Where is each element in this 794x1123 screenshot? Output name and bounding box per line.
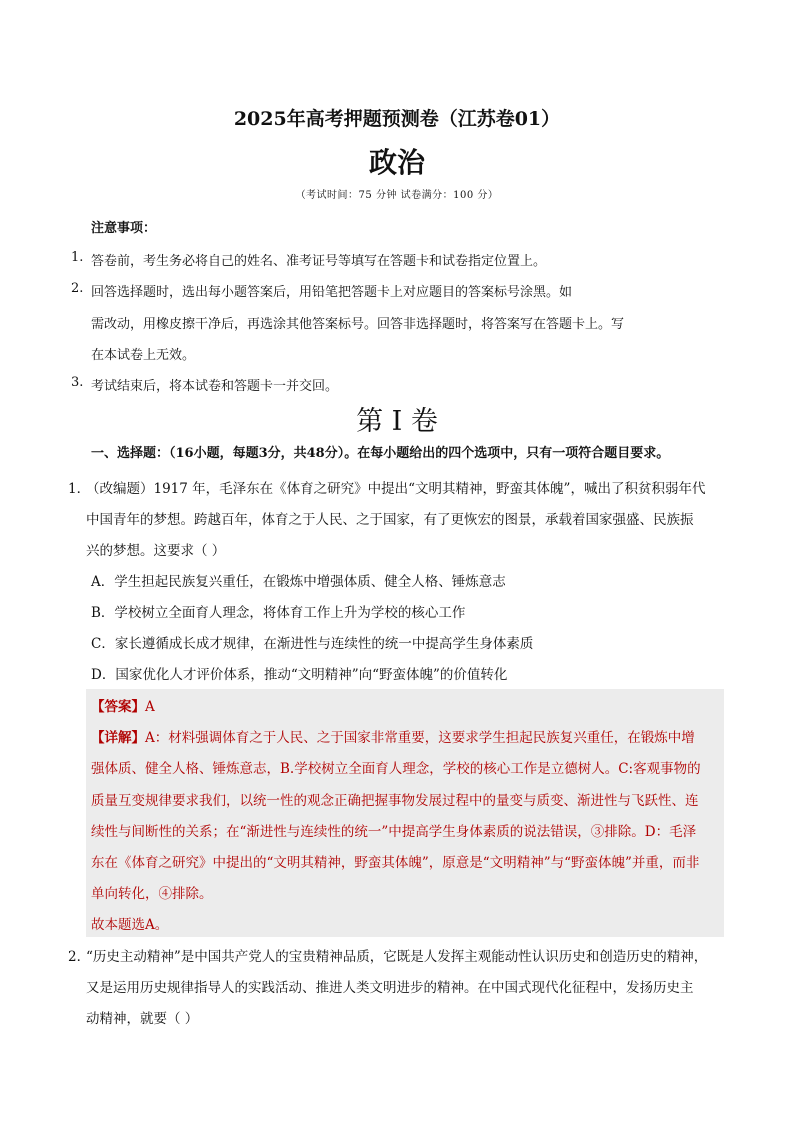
detail-text: A：材料强调体育之于人民、之于国家非常重要，这要求学生担起民族复兴重任，在锻炼中增 <box>145 730 695 746</box>
answer-line <box>91 695 155 715</box>
notice-line: 在本试卷上无效。 <box>91 348 196 363</box>
option-a: A．学生担起民族复兴重任，在锻炼中增强体质、健全人格、锤炼意志 <box>91 574 506 590</box>
question-line: 动精神，就要（ ） <box>86 1011 199 1027</box>
notice-line: 需改动，用橡皮擦干净后，再选涂其他答案标号。回答非选择题时，将答案写在答题卡上。写 <box>91 317 625 332</box>
conclusion-line: 故本题选A。 <box>91 917 169 933</box>
notice-line: 考试结束后，将本试卷和答题卡一并交回。 <box>91 379 339 394</box>
subject-heading: 政治 <box>368 146 425 179</box>
detail-line: 东在《体育之研究》中提出的“文明其精神，野蛮其体魄”，原意是“文明精神”与“野蛮体魄”并重，而非 <box>91 855 700 871</box>
option-d: D．国家优化人才评价体系，推动“文明精神”向“野蛮体魄”的价值转化 <box>91 667 508 683</box>
question-number: 1． <box>68 481 91 497</box>
notice-line: 答卷前，考生务必将自己的姓名、准考证号等填写在答题卡和试卷指定位置上。 <box>91 254 547 269</box>
answer-tag: 【答案】 <box>91 699 145 715</box>
notice-number: 2. <box>71 281 84 296</box>
question-line: 兴的梦想。这要求（ ） <box>86 543 226 559</box>
option-b: B．学校树立全面育人理念，将体育工作上升为学校的核心工作 <box>91 605 466 621</box>
question-line: 又是运用历史规律指导人的实践活动、推进人类文明进步的精神。在中国式现代化征程中，发扬历史主 <box>86 980 694 996</box>
detail-line: 单向转化，④排除。 <box>91 886 213 902</box>
detail-tag: 【详解】 <box>91 730 145 746</box>
detail-line <box>91 726 695 746</box>
detail-line: 质量互变规律要求我们，以统一性的观念正确把握事物发展过程中的量变与质变、渐进性与飞跃性、连 <box>91 793 699 809</box>
detail-line: 强体质、健全人格、锤炼意志，B.学校树立全面育人理念，学校的核心工作是立德树人。C:客观事物的 <box>91 761 701 777</box>
notice-title: 注意事项： <box>91 221 157 236</box>
question-number: 2． <box>68 949 91 965</box>
question-line: 中国青年的梦想。跨越百年，体育之于人民、之于国家，有了更恢宏的图景，承载着国家强盛、民族振 <box>86 512 694 528</box>
detail-line: 续性与间断性的关系；在“渐进性与连续性的统一”中提高学生身体素质的说法错误，③排除。D：毛泽 <box>91 824 697 840</box>
notice-line: 回答选择题时，选出每小题答案后，用铅笔把答题卡上对应题目的答案标号涂黑。如 <box>91 285 573 300</box>
exam-info: （考试时间：75 分钟 试卷满分：100 分） <box>295 190 499 201</box>
notice-number: 3. <box>71 375 84 390</box>
question-line: （改编题）1917 年，毛泽东在《体育之研究》中提出“文明其精神，野蛮其体魄”，喊出了积贫积弱年代 <box>86 481 706 497</box>
question-line: “历史主动精神”是中国共产党人的宝贵精神品质，它既是人发挥主观能动性认识历史和创造历史的精神， <box>86 949 708 965</box>
option-c: C．家长遵循成长成才规律，在渐进性与连续性的统一中提高学生身体素质 <box>91 636 534 652</box>
paper-title: 2025年高考押题预测卷（江苏卷01） <box>233 108 561 130</box>
section-heading: 第 I 卷 <box>356 406 438 437</box>
answer-value: A <box>145 699 155 715</box>
notice-number: 1. <box>71 250 84 265</box>
part-intro: 一、选择题：（16小题，每题3分，共48分）。在每小题给出的四个选项中，只有一项符合题目要求。 <box>91 446 670 461</box>
